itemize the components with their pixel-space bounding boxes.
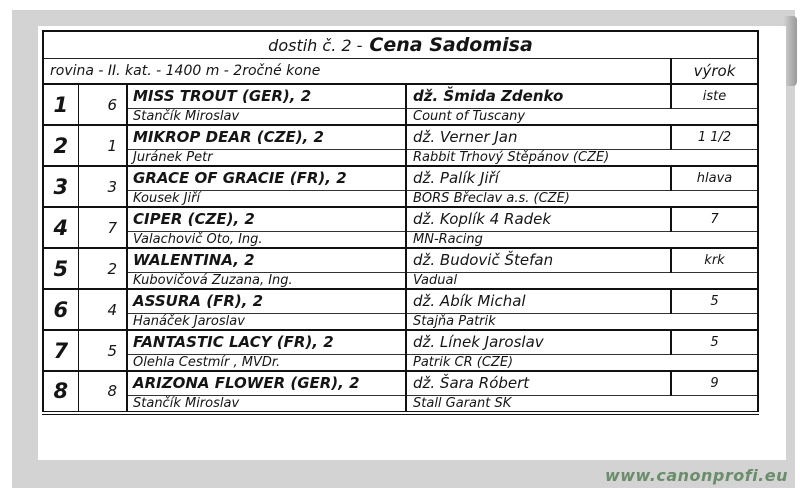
trainer-cell: Kousek Jiří	[127, 190, 406, 207]
position-cell: 6	[43, 289, 78, 330]
result-row-lower	[43, 231, 758, 248]
result-row-lower	[43, 149, 758, 166]
draw-number-cell: 7	[78, 207, 127, 248]
verdict-cell: 9	[671, 371, 758, 395]
result-row-lower	[43, 395, 758, 413]
trainer-cell: Juránek Petr	[127, 149, 406, 166]
result-row-upper	[43, 289, 758, 313]
verdict-cell: 1 1/2	[671, 125, 758, 149]
result-row-upper	[43, 125, 758, 149]
owner-cell: Count of Tuscany	[413, 108, 526, 124]
result-row-lower	[43, 108, 758, 125]
position-cell: 7	[43, 330, 78, 371]
position-cell: 1	[43, 84, 78, 125]
position-cell: 8	[43, 371, 78, 413]
result-row-lower	[43, 313, 758, 330]
jockey-cell: dž. Šmida Zdenko	[406, 84, 671, 108]
horse-name-cell: MISS TROUT (GER), 2	[127, 84, 406, 108]
result-row-upper	[43, 248, 758, 272]
draw-number-cell: 8	[78, 371, 127, 413]
result-row-lower	[43, 190, 758, 207]
horse-name-cell: ARIZONA FLOWER (GER), 2	[127, 371, 406, 395]
trainer-cell: Valachovič Oto, Ing.	[127, 231, 406, 248]
owner-cell: Patrik ČR (CZE)	[413, 354, 514, 370]
verdict-cell: 5	[671, 289, 758, 313]
draw-number-cell: 2	[78, 248, 127, 289]
draw-number-cell: 4	[78, 289, 127, 330]
watermark-link: www.canonprofi.eu	[604, 466, 788, 485]
horse-name-cell: ASSURA (FR), 2	[127, 289, 406, 313]
trainer-cell: Kubovičová Zuzana, Ing.	[127, 272, 406, 289]
verdict-cell: iste	[671, 84, 758, 108]
horse-name-cell: WALENTINA, 2	[127, 248, 406, 272]
owner-cell: Stall Garant SK	[413, 395, 512, 411]
draw-number-cell: 5	[78, 330, 127, 371]
owner-cell: Vadual	[413, 272, 458, 288]
conditions-row	[43, 58, 758, 84]
jockey-cell: dž. Budovič Štefan	[406, 248, 671, 272]
horse-name-cell: FANTASTIC LACY (FR), 2	[127, 330, 406, 354]
title-row	[43, 31, 758, 58]
draw-number-cell: 3	[78, 166, 127, 207]
owner-cell: BORS Břeclav a.s. (CZE)	[413, 190, 570, 206]
race-rows	[43, 31, 758, 413]
race-results-table	[42, 30, 759, 415]
race-title	[43, 31, 758, 58]
trainer-cell: Stančík Miroslav	[127, 395, 406, 413]
verdict-cell: hlava	[671, 166, 758, 190]
owner-cell: Rabbit Trhový Štěpánov (CZE)	[413, 149, 610, 165]
jockey-cell: dž. Línek Jaroslav	[406, 330, 671, 354]
horse-name-cell: CIPER (CZE), 2	[127, 207, 406, 231]
position-cell: 4	[43, 207, 78, 248]
horse-name-cell: GRACE OF GRACIE (FR), 2	[127, 166, 406, 190]
horse-name-cell: MIKROP DEAR (CZE), 2	[127, 125, 406, 149]
trainer-cell: Stančík Miroslav	[127, 108, 406, 125]
jockey-cell: dž. Verner Jan	[406, 125, 671, 149]
result-row-upper	[43, 84, 758, 108]
draw-number-cell: 1	[78, 125, 127, 166]
owner-cell: MN-Racing	[413, 231, 483, 247]
jockey-cell: dž. Koplík 4 Radek	[406, 207, 671, 231]
verdict-cell: 7	[671, 207, 758, 231]
position-cell: 2	[43, 125, 78, 166]
verdict-cell: 5	[671, 330, 758, 354]
trainer-cell: Hanáček Jaroslav	[127, 313, 406, 330]
result-row-upper	[43, 371, 758, 395]
draw-number-cell: 6	[78, 84, 127, 125]
owner-cell: Stajňa Patrik	[413, 313, 496, 329]
result-row-upper	[43, 330, 758, 354]
position-cell: 3	[43, 166, 78, 207]
race-conditions: rovina - II. kat. - 1400 m - 2ročné kone	[43, 58, 671, 84]
result-row-lower	[43, 272, 758, 289]
trainer-cell: Olehla Čestmír , MVDr.	[127, 354, 406, 371]
jockey-cell: dž. Abík Michal	[406, 289, 671, 313]
result-row-upper	[43, 166, 758, 190]
verdict-column-header: výrok	[671, 58, 758, 84]
race-number-label: dostih č. 2 -	[268, 36, 363, 56]
jockey-cell: dž. Palík Jiří	[406, 166, 671, 190]
result-row-lower	[43, 354, 758, 371]
result-row-upper	[43, 207, 758, 231]
race-name: Cena Sadomisa	[369, 34, 533, 57]
position-cell: 5	[43, 248, 78, 289]
verdict-cell: krk	[671, 248, 758, 272]
jockey-cell: dž. Šara Róbert	[406, 371, 671, 395]
